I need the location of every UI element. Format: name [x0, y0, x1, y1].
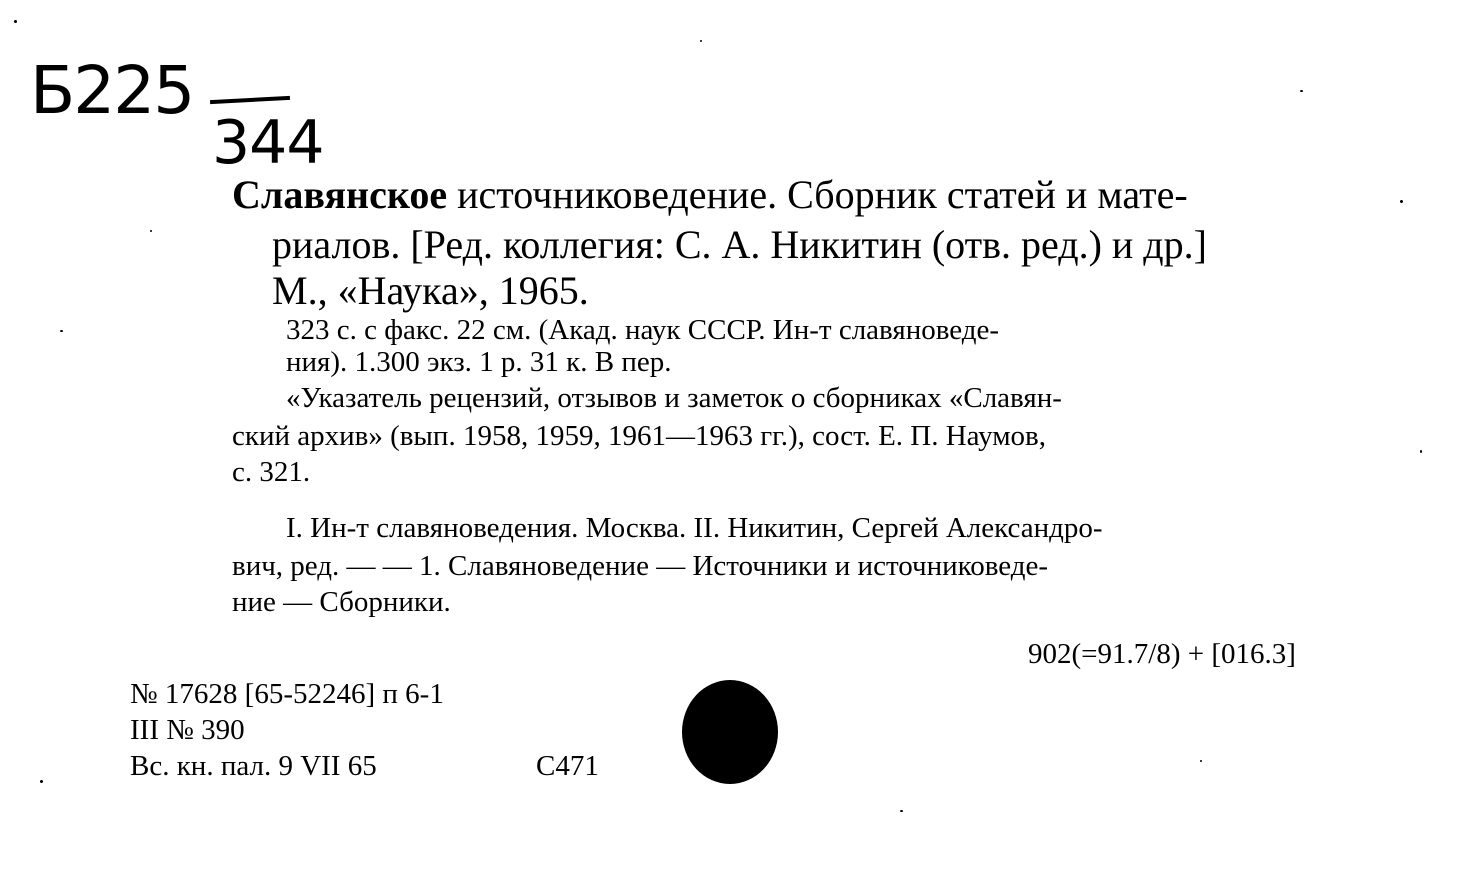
title-line-1-rest: источниковедение. Сборник статей и мате- [447, 172, 1188, 217]
shelf-mark-bottom: 344 [212, 108, 324, 178]
shelf-mark-top: Б225 [30, 52, 194, 129]
description-line-2: ния). 1.300 экз. 1 р. 31 к. В пер. [286, 346, 672, 378]
imprint-code: С471 [536, 750, 599, 782]
note-line-1: «Указатель рецензий, отзывов и заметок о сборниках «Славян- [286, 382, 1062, 414]
imprint-line-1: № 17628 [65-52246] п 6-1 [130, 678, 444, 710]
note-line-3: с. 321. [232, 456, 311, 488]
scan-speck [700, 40, 702, 42]
imprint-line-3: Вс. кн. пал. 9 VII 65 [130, 750, 377, 782]
description-line-1: 323 с. с факс. 22 см. (Акад. наук СССР. Ин-т славяноведе- [286, 314, 1000, 346]
tracings-line-2: вич, ред. — — 1. Славяноведение — Источники и источниковеде- [232, 550, 1049, 582]
scan-speck [900, 810, 903, 812]
scan-speck [150, 230, 152, 232]
note-line-2: ский архив» (вып. 1958, 1959, 1961—1963 гг.), сост. Е. П. Наумов, [232, 420, 1046, 452]
scan-speck [1400, 200, 1403, 203]
tracings-line-1: I. Ин-т славяноведения. Москва. II. Никитин, Сергей Александро- [286, 512, 1103, 544]
tracings-line-3: ние — Сборники. [232, 586, 451, 618]
classification-number: 902(=91.7/8) + [016.3] [1028, 638, 1296, 670]
shelf-mark-divider [210, 96, 290, 104]
scan-speck [60, 330, 63, 332]
scan-speck [1420, 450, 1422, 453]
title-line-2: риалов. [Ред. коллегия: С. А. Никитин (отв. ред.) и др.] [272, 222, 1207, 267]
scan-speck [1300, 90, 1303, 92]
punch-hole [682, 680, 778, 784]
imprint-line-2: III № 390 [130, 714, 245, 746]
title-main-word: Славянское [232, 172, 448, 217]
scan-speck [40, 780, 43, 783]
title-line-3: М., «Наука», 1965. [272, 268, 589, 313]
scan-speck [1200, 760, 1202, 762]
title-line-1 [232, 172, 1188, 218]
scan-speck [14, 20, 17, 23]
